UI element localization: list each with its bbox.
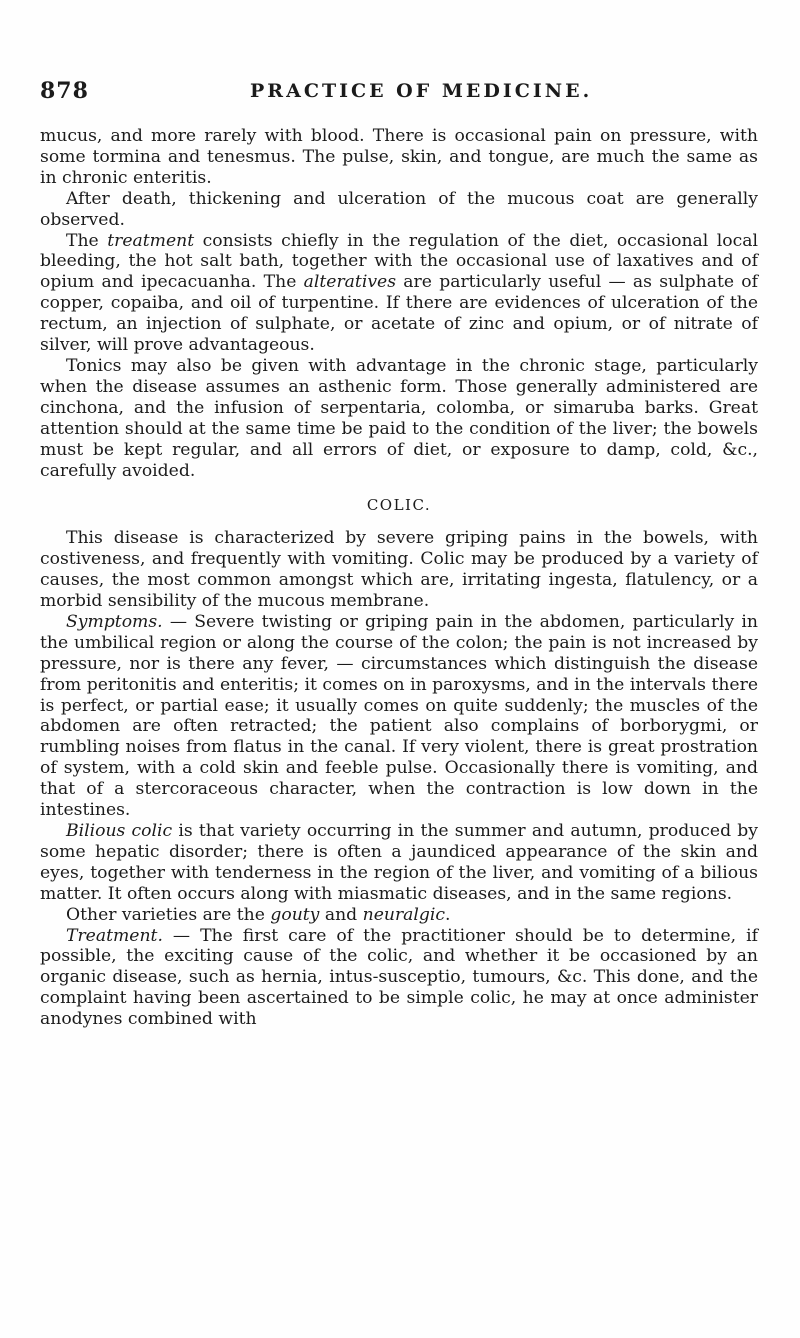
bilious-colic-text: is that variety occurring in the summer and autumn, produced by some hepatic disorder; there is often a jaundiced appearance of the skin and eyes, together with tenderness in the region of the liver, and vomiting of a bilious matter. It often occurs along with miasmatic diseases, and in the same regions. <box>40 821 759 904</box>
gouty-term: gouty <box>270 904 320 925</box>
symptoms-text: — Severe twisting or griping pain in the abdomen, particularly in the umbilical region or along the course of the colon; the pain is not increased by pressure, nor is there any fever, — circumstances which distinguish the disease from peritonitis and enteritis; it comes on in paroxysms, and in the intervals there is perfect, or partial ease; it usually comes on quite suddenly; the muscles of the abdomen are often retracted; the patient also complains of borborygmi, or rumbling noises from flatus in the canal. If very violent, there is great prostration of system, with a cold skin and feeble pulse. Occasionally there is vomiting, and that of a stercoraceous character, when the contraction is low down in the intestines. <box>40 611 758 821</box>
treatment-text-1: consists chiefly in the regulation of the diet, occasional local bleeding, the hot salt bath, together with the occasional use of laxatives and of opium and ipecacuanha. The <box>40 230 758 293</box>
colic-treatment-text: — The first care of the practitioner should be to determine, if possible, the exciting cause of the colic, and whether it be occasioned by an organic disease, such as hernia, intus-susceptio, tumours, &c. This done, and the complaint having been ascertained to be simple colic, he may at once administer anodynes combined with <box>40 925 758 1030</box>
running-head: PRACTICE OF MEDICINE. <box>250 80 593 102</box>
paragraph-tonics: Tonics may also be given with advantage in the chronic stage, particularly when the disease assumes an asthenic form. Those generally administered are cinchona, and the infusion of serpentaria, colomba, or simaruba barks. Great attention should at the same time be paid to the condition of the liver; the bowels must be kept regular, and all errors of diet, or exposure to damp, cold, &c., carefully avoided. <box>40 355 758 481</box>
varieties-end: . <box>445 904 451 925</box>
bilious-colic-term: Bilious colic <box>66 821 173 841</box>
paragraph-colic-intro: This disease is characterized by severe griping pains in the bowels, with costiveness, and frequently with vomiting. Colic may be produced by a variety of causes, the most common amongst which are, irritating ingesta, flatulency, or a morbid sensibility of the mucous membrane. <box>40 528 758 612</box>
paragraph-after-death: After death, thickening and ulceration of the mucous coat are generally observed. <box>40 188 758 230</box>
paragraph-continued: mucus, and more rarely with blood. There is occasional pain on pressure, with some tormina and tenesmus. The pulse, skin, and tongue, are much the same as in chronic enteritis. <box>40 126 758 188</box>
paragraph-colic-treatment <box>40 926 758 1031</box>
section-title-colic: COLIC. <box>366 496 432 515</box>
neuralgic-term: neuralgic <box>362 904 446 925</box>
symptoms-term: Symptoms. <box>66 611 163 632</box>
paragraph-symptoms <box>40 612 758 821</box>
paragraph-treatment <box>40 231 758 356</box>
page-number: 878 <box>40 78 89 104</box>
paragraph-varieties <box>40 905 758 926</box>
body-text <box>40 126 758 1030</box>
page-header <box>40 78 780 108</box>
varieties-lead: Other varieties are the <box>66 904 271 925</box>
varieties-and: and <box>319 904 363 925</box>
treatment-lead: The <box>66 230 108 251</box>
treatment-text-2: are particularly useful — as sulphate of copper, copaiba, and oil of turpentine. If there are evidences of ulceration of the rectum, an injection of sulphate, or acetate of zinc and opium, or of nitrate of silver, will prove advantageous. <box>40 272 758 356</box>
treatment-term: treatment <box>107 230 195 251</box>
paragraph-bilious-colic <box>40 821 758 905</box>
colic-treatment-term: Treatment. <box>66 925 163 946</box>
alteratives-term: alteratives <box>303 272 397 293</box>
